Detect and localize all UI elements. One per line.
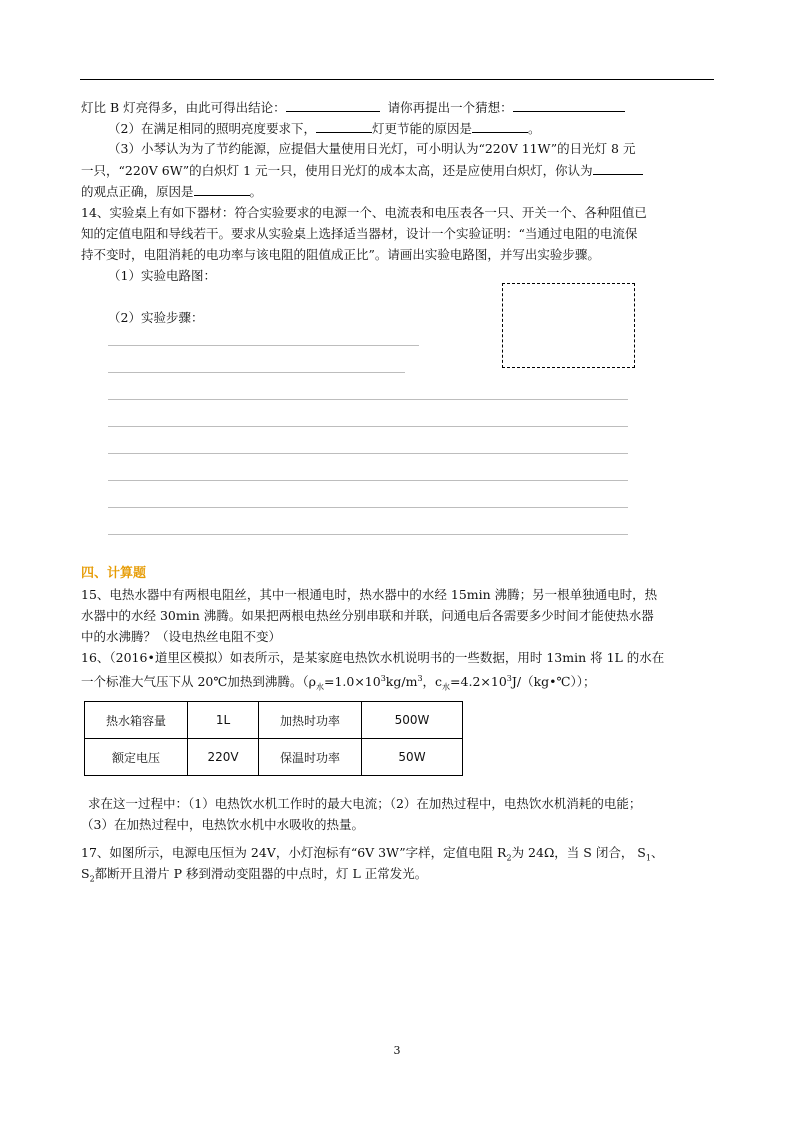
c-label: ，c — [422, 674, 443, 690]
c-subscript: 水 — [442, 682, 451, 692]
q15-line1: 15、电热水器中有两根电阻丝，其中一根通电时，热水器中的水经 15min 沸腾；另一根单独通电时，热 — [81, 587, 658, 602]
q14-steps-label: （2）实验步骤： — [108, 310, 204, 325]
s1-subscript: 1 — [645, 853, 651, 863]
q16-ask1: 求在这一过程中：（1）电热饮水机工作时的最大电流；（2）在加热过程中，电热饮水机消耗的电能； — [88, 796, 642, 811]
q17-line1 — [81, 845, 663, 867]
table-row — [85, 739, 463, 776]
table-cell: 1L — [188, 702, 259, 739]
c-unit: J/（kg•℃））； — [511, 674, 596, 690]
q17-line1-end: 、 — [650, 845, 664, 860]
q13-conclusion-prompt: 灯比 B 灯亮得多，由此可得出结论： — [81, 100, 286, 115]
table-cell: 保温时功率 — [259, 739, 362, 776]
q17-line2-text: 都断开且滑片 P 移到滑动变阻器的中点时，灯 L 正常发光。 — [94, 866, 428, 881]
page-number: 3 — [393, 1044, 401, 1057]
answer-line[interactable] — [108, 372, 405, 373]
q16-line2 — [81, 671, 596, 696]
q17-line1-mid: 为 24Ω，当 S 闭合， S — [511, 845, 646, 860]
q16-line1: 16、（2016•道里区模拟）如表所示，是某家庭电热饮水机说明书的一些数据，用时 13min 将 1L 的水在 — [81, 650, 665, 665]
answer-line[interactable] — [108, 399, 628, 400]
q13-line2 — [108, 120, 541, 137]
q14-line2: 知的定值电阻和导线若干。要求从实验桌上选择适当器材，设计一个实验证明：“当通过电阻的电流保 — [81, 226, 638, 241]
q13-reason-prompt: 灯更节能的原因是 — [371, 121, 472, 136]
table-row — [85, 702, 463, 739]
header-rule — [80, 79, 714, 80]
q13-line4 — [81, 162, 643, 179]
q13-cause-blank[interactable] — [194, 183, 250, 196]
answer-line[interactable] — [108, 345, 419, 346]
q15-line2: 水器中的水经 30min 沸腾。如果把两根电热丝分别串联和并联，问通电后各需要多少时间才能使热水器 — [81, 608, 654, 623]
q13-reason-blank[interactable] — [472, 120, 528, 133]
q13-line5-text: 的观点正确，原因是 — [81, 184, 194, 199]
s2-subscript: 2 — [89, 874, 95, 884]
answer-line[interactable] — [108, 426, 628, 427]
table-cell: 热水箱容量 — [85, 702, 188, 739]
table-cell: 额定电压 — [85, 739, 188, 776]
answer-line[interactable] — [108, 453, 628, 454]
section-title-calculation: 四、计算题 — [81, 566, 147, 581]
circuit-diagram-box[interactable] — [502, 283, 635, 368]
table-cell: 加热时功率 — [259, 702, 362, 739]
table-cell: 500W — [362, 702, 463, 739]
q17-line1-text: 17、如图所示，电源电压恒为 24V，小灯泡标有“6V 3W”字样，定值电阻 R — [81, 845, 507, 860]
q14-line3: 持不变时，电阻消耗的电功率与该电阻的阻值成正比”。请画出实验电路图，并写出实验步骤。 — [81, 247, 600, 262]
q17-line2 — [81, 866, 427, 888]
q16-line2-text: 一个标准大气压下从 20℃加热到沸腾。（ρ — [81, 674, 316, 690]
c-exponent: 3 — [506, 674, 512, 683]
rho-subscript: 水 — [315, 682, 324, 692]
answer-line[interactable] — [108, 480, 628, 481]
rho-exponent: 3 — [380, 674, 386, 683]
answer-line[interactable] — [108, 534, 628, 535]
table-cell: 220V — [188, 739, 259, 776]
s2-label: S — [81, 866, 90, 881]
q14-circuit-label: （1）实验电路图： — [108, 268, 216, 283]
table-cell: 50W — [362, 739, 463, 776]
q13-part2-text: （2）在满足相同的照明亮度要求下， — [108, 121, 316, 136]
q13-line5-period: 。 — [249, 184, 263, 199]
q13-guess-blank[interactable] — [513, 99, 625, 112]
q13-guess-prompt: 请你再提出一个猜想： — [387, 100, 513, 115]
q13-lamp-blank[interactable] — [316, 120, 372, 133]
spec-table — [84, 701, 463, 776]
rho-value: =1.0×10 — [323, 674, 381, 690]
q15-line3: 中的水沸腾？（设电热丝电阻不变） — [81, 629, 282, 644]
q16-ask2: （3）在加热过程中，电热饮水机中水吸收的热量。 — [81, 817, 364, 832]
q14-line1: 14、实验桌上有如下器材：符合实验要求的电源一个、电流表和电压表各一只、开关一个、各种阻值已 — [81, 205, 647, 220]
q13-conclusion-blank[interactable] — [286, 99, 380, 112]
q13-opinion-blank[interactable] — [593, 162, 643, 175]
q13-period: 。 — [527, 121, 541, 136]
answer-line[interactable] — [108, 507, 628, 508]
r2-subscript: 2 — [506, 853, 512, 863]
q13-line1 — [81, 99, 625, 116]
q13-line5 — [81, 183, 262, 200]
q13-line4-text: 一只，“220V 6W”的白炽灯 1 元一只，使用日光灯的成本太高，还是应使用白炽灯，你认为 — [81, 163, 593, 178]
rho-unit-exponent: 3 — [417, 674, 423, 683]
rho-unit: kg/m — [385, 674, 418, 690]
c-value: =4.2×10 — [450, 674, 507, 690]
q13-line3: （3）小琴认为为了节约能源，应提倡大量使用日光灯，可小明认为“220V 11W”的日光灯 8 元 — [108, 141, 636, 156]
